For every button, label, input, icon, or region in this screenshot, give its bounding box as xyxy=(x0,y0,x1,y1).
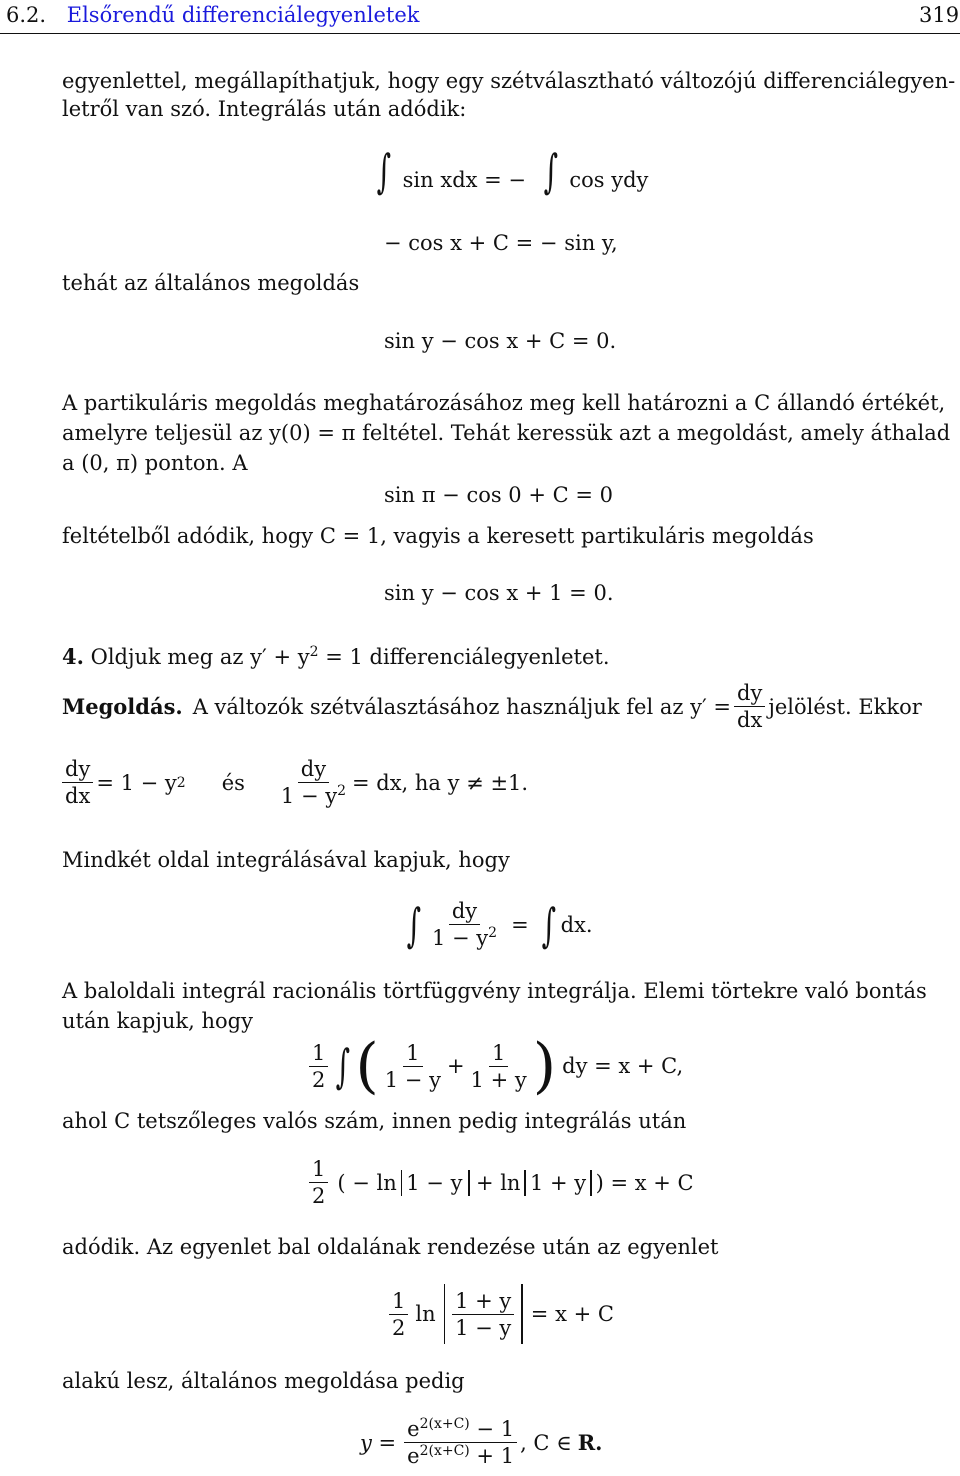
fraction: $\frac{dy}{dx}$ xyxy=(734,680,765,733)
text-line: Mindkét oldal integrálásával kapjuk, hogy xyxy=(62,848,510,872)
text-line: feltételből adódik, hogy C = 1, vagyis a keresett partikuláris megoldás xyxy=(62,524,814,548)
fraction: $\frac{1}{2}$ xyxy=(309,1040,328,1093)
text-line: amelyre teljesül az y(0) = π feltétel. Tehát keressük azt a megoldást, amely áthalad xyxy=(62,421,951,445)
integral-sign: ∫ xyxy=(336,1039,351,1093)
integral-sign: ∫ xyxy=(376,144,392,198)
fraction: $\frac{1 + y}{1 - y}$ xyxy=(452,1288,514,1341)
fraction: $\frac{1}{2}$ xyxy=(309,1156,328,1209)
fraction: $\frac{1}{2}$ xyxy=(389,1288,408,1341)
equation: $\frac{1}{2}$ ∫ ( $\frac{1}{1 - y}$ + $\frac{1}{1 + y}$ ) dy = x + C, xyxy=(306,1036,683,1096)
section-number: 6.2. xyxy=(6,3,47,27)
fraction: $\frac{dy}{dx}$ xyxy=(62,756,93,809)
left-paren: ( xyxy=(355,1031,379,1101)
fraction: $\frac{1}{1 + y}$ xyxy=(470,1040,527,1092)
problem-statement: 4. Oldjuk meg az $y' + y^2 = 1$ differenciálegyenletet. xyxy=(62,644,610,669)
text-line: a (0, π) ponton. A xyxy=(62,451,248,475)
equation: sin π − cos 0 + C = 0 xyxy=(384,483,613,507)
equation: y = $\frac{e^{2(x+C)} - 1}{e^{2(x+C)} + 1}$ , C ∈ R. xyxy=(360,1416,603,1468)
text-line: alakú lesz, általános megoldása pedig xyxy=(62,1369,465,1393)
text-line: adódik. Az egyenlet bal oldalának rendezése után az egyenlet xyxy=(62,1235,719,1259)
right-paren: ) xyxy=(532,1031,557,1101)
fraction: $\frac{e^{2(x+C)} - 1}{e^{2(x+C)} + 1}$ xyxy=(404,1416,517,1469)
equation: sin y − cos x + 1 = 0. xyxy=(384,581,614,605)
fraction: $\frac{dy}{1 - y^2}$ xyxy=(280,757,346,808)
integral-sign: ∫ xyxy=(541,897,556,952)
equation: $\frac{1}{2}$ ln $\frac{1 + y}{1 - y}$ = x + C xyxy=(386,1284,614,1344)
fraction: $\frac{dy}{1 - y^2}$ xyxy=(431,899,498,950)
page-number: 319 xyxy=(919,3,960,27)
text-line: ahol C tetszőleges valós szám, innen pedig integrálás után xyxy=(62,1109,687,1133)
equation: sin y − cos x + C = 0. xyxy=(384,329,617,353)
fraction: $\frac{1}{1 - y}$ xyxy=(384,1040,441,1092)
equation: $\frac{1}{2}$ ( − ln 1 − y + ln 1 + y ) = x + C xyxy=(306,1156,694,1209)
equation-integral: ∫ sin xdx = − ∫ cos ydy xyxy=(376,144,649,198)
equation-integral: ∫ $\frac{dy}{1 - y^2}$ = ∫ dx. xyxy=(406,897,593,952)
integral-sign: ∫ xyxy=(406,897,422,952)
text-line: után kapjuk, hogy xyxy=(62,1009,253,1033)
integral-sign: ∫ xyxy=(543,144,558,198)
equation: $\frac{dy}{dx}$ = 1 − y 2 és $\frac{dy}{1 - y^2}$ = dx, ha y ≠ ±1. xyxy=(62,756,528,809)
text-line: letről van szó. Integrálás után adódik: xyxy=(62,97,467,121)
section-title-link[interactable]: Elsőrendű differenciálegyenletek xyxy=(66,3,420,27)
text-line: A partikuláris megoldás meghatározásához meg kell határozni a C állandó értékét, xyxy=(62,391,946,415)
running-header xyxy=(6,0,420,30)
text-line: A baloldali integrál racionális törtfüggvény integrálja. Elemi törtekre való bontás xyxy=(62,979,927,1003)
text-line: egyenlettel, megállapíthatjuk, hogy egy szétválasztható változójú differenciálegyen- xyxy=(62,69,956,93)
header-rule xyxy=(0,33,960,34)
text-line: tehát az általános megoldás xyxy=(62,271,360,295)
solution-line: Megoldás. A változók szétválasztásához használjuk fel az y′ = $\frac{dy}{dx}$ jelölést. Ekkor xyxy=(62,681,922,732)
equation: − cos x + C = − sin y, xyxy=(384,231,618,255)
